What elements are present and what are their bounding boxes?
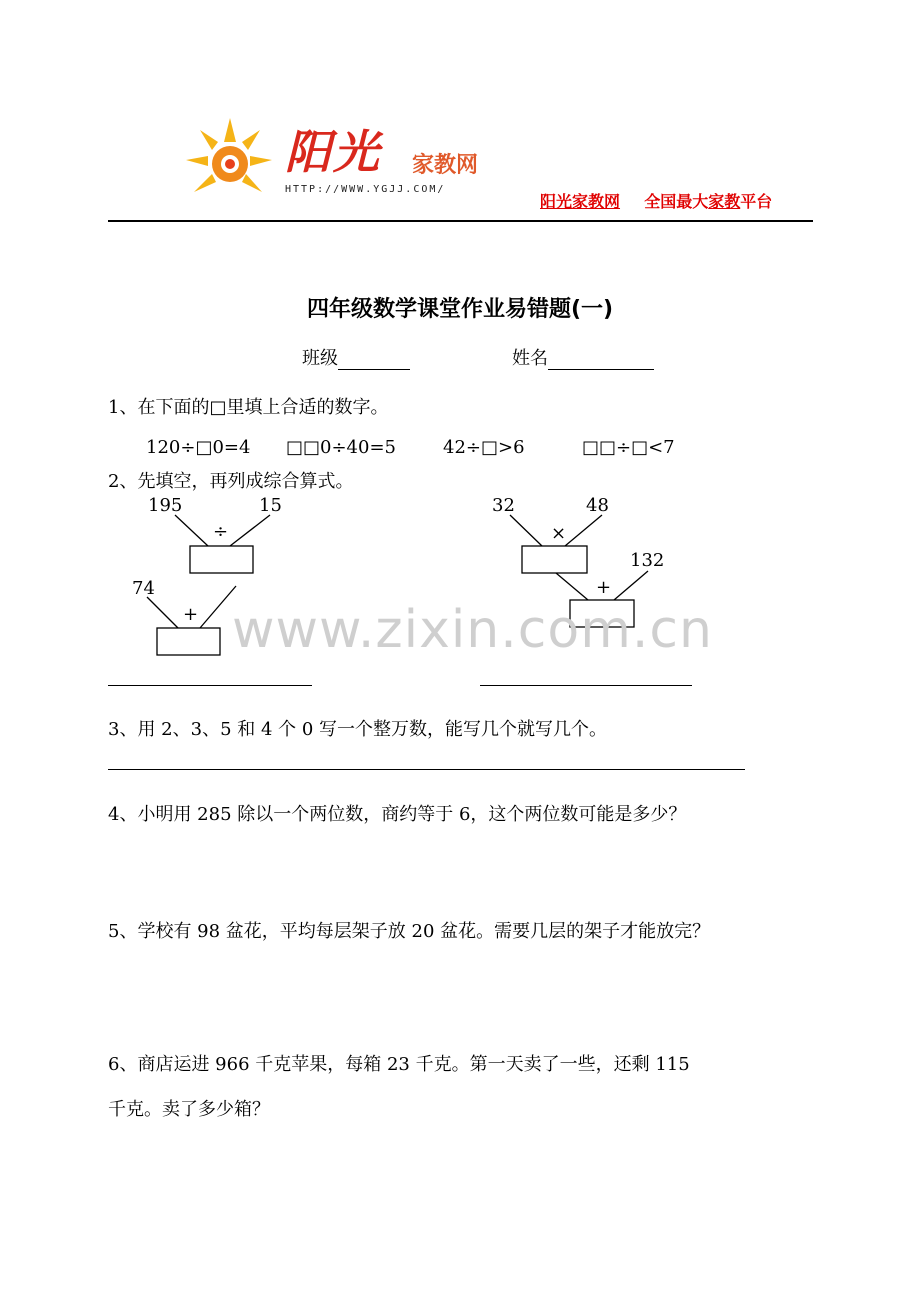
right-line-c (556, 573, 588, 600)
class-field (302, 344, 410, 370)
name-label: 姓名 (512, 348, 548, 369)
q1-item-2: □□0÷40=5 (286, 437, 396, 458)
sun-logo-icon (180, 112, 280, 207)
q2-right-answer-line[interactable] (480, 685, 692, 686)
left-number-a: 195 (148, 495, 183, 516)
name-blank[interactable] (548, 351, 654, 370)
right-number-c: 132 (630, 550, 665, 571)
left-line-b (230, 515, 270, 546)
q2-left-answer-line[interactable] (108, 685, 312, 686)
question-6-line-1: 6、商店运进 966 千克苹果，每箱 23 千克。第一天卖了一些，还剩 115 (108, 1054, 690, 1075)
left-number-b: 15 (259, 495, 282, 516)
tagline-link[interactable]: 家教 (708, 192, 741, 211)
question-3: 3、用 2、3、5 和 4 个 0 写一个整万数，能写几个就写几个。 (108, 719, 608, 740)
logo-title: 阳光 (285, 125, 381, 179)
right-number-b: 48 (586, 495, 609, 516)
question-5: 5、学校有 98 盆花，平均每层架子放 20 盆花。需要几层的架子才能放完？ (108, 921, 711, 942)
header-rule (108, 220, 813, 222)
right-operator-2: + (596, 577, 612, 598)
right-line-d (614, 571, 648, 600)
header-tagline (540, 189, 772, 212)
logo-url: HTTP://WWW.YGJJ.COM/ (285, 184, 446, 195)
right-number-a: 32 (492, 495, 515, 516)
tagline-suffix: 平台 (740, 192, 773, 211)
question-1: 1、在下面的□里填上合适的数字。 (108, 397, 389, 418)
left-line-c (147, 597, 178, 628)
left-answer-box-1[interactable] (190, 546, 253, 573)
logo-subtitle: 家教网 (412, 153, 479, 178)
right-line-b (565, 515, 602, 546)
tagline-prefix: 全国最大 (644, 192, 709, 211)
page-title: 四年级数学课堂作业易错题(一) (306, 297, 614, 322)
question-4: 4、小明用 285 除以一个两位数，商约等于 6，这个两位数可能是多少？ (108, 804, 687, 825)
left-operator-1: ÷ (213, 521, 229, 542)
class-blank[interactable] (338, 351, 410, 370)
q1-item-3: 42÷□>6 (443, 437, 525, 458)
site-link[interactable]: 阳光家教网 (540, 192, 621, 211)
q1-item-1: 120÷□0=4 (146, 437, 251, 458)
left-answer-box-2[interactable] (157, 628, 220, 655)
question-2: 2、先填空，再列成综合算式。 (108, 471, 354, 492)
name-field (512, 344, 654, 370)
right-answer-box-1[interactable] (522, 546, 587, 573)
q3-answer-line[interactable] (108, 769, 745, 770)
logo (180, 112, 510, 207)
left-line-d (200, 586, 236, 628)
left-number-c: 74 (132, 578, 155, 599)
question-6-line-2: 千克。卖了多少箱？ (108, 1099, 270, 1120)
q1-item-4: □□÷□<7 (582, 437, 675, 458)
left-line-a (175, 515, 208, 546)
right-line-a (510, 515, 542, 546)
watermark: www.zixin.com.cn (232, 600, 713, 660)
right-operator-1: × (551, 523, 567, 544)
class-label: 班级 (302, 348, 338, 369)
left-operator-2: + (183, 604, 199, 625)
